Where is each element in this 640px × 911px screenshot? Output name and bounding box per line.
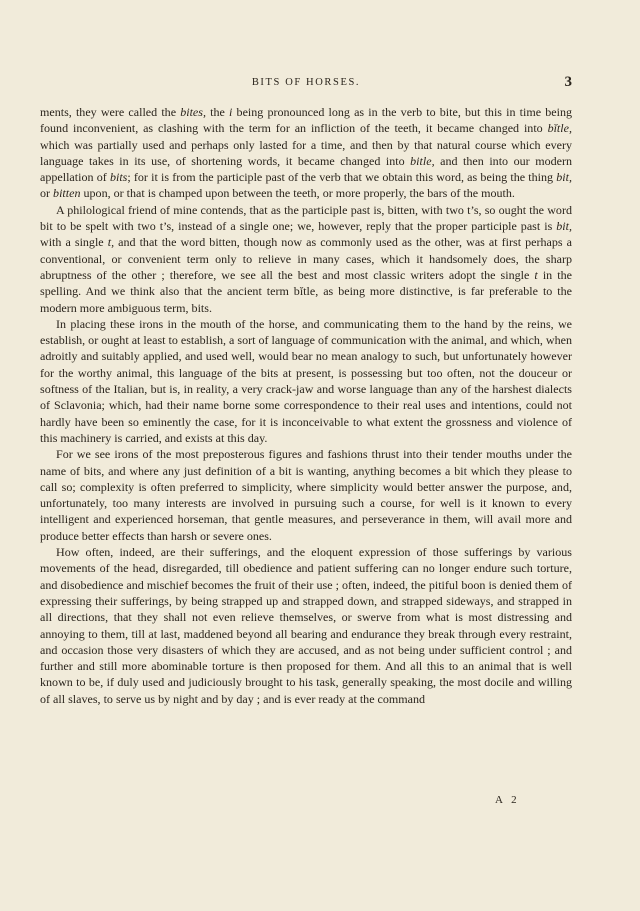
text-run: ; for it is from the participle past of the verb that we obtain this word, as being the thing xyxy=(127,170,557,185)
italic-run: bit, xyxy=(556,170,572,185)
text-run: which was partially used and perhaps only lasted for a time, and then by that natural course which every language takes in its use, of shortening words, it became changed into xyxy=(40,137,572,168)
signature-mark: A 2 xyxy=(495,794,520,806)
text-run: upon, or that is champed upon between the teeth, or more properly, the bars of the mouth. xyxy=(80,186,515,201)
paragraph-4 xyxy=(40,446,572,544)
italic-run: bit, xyxy=(556,219,572,234)
italic-run: t xyxy=(534,267,538,282)
italic-run: bitten xyxy=(53,186,81,201)
paragraph-2 xyxy=(40,202,572,316)
text-run: with a single xyxy=(40,235,108,250)
text-run: in the spelling. And we think also that the ancient term bĭtle, as being more distinctive, is far preferable to the modern more ambiguous term, bits. xyxy=(40,267,572,315)
text-run: For we see irons of the most preposterous figures and fashions thrust into their tender mouths under the name of bits, and where any just definition of a bit is wanting, anything becomes a bit which they please to call so; complexity is often preferred to simplicity, where simplicity would better answer the purpose, and, unfortunately, too many interests are involved in pursuing such a course, for well is it known to every intelligent and experienced horseman, that gentle measures, and perseverance in them, will avail more and produce better effects than harsh or severe ones. xyxy=(40,447,572,543)
italic-run: bites, xyxy=(180,105,206,119)
paragraph-5 xyxy=(40,544,572,707)
paragraph-3 xyxy=(40,316,572,446)
running-title: BITS OF HORSES. xyxy=(251,77,361,88)
text-run: How often, indeed, are their sufferings, and the eloquent expression of those sufferings by various movements of the head, disregarded, till obedience and patient suffering can no longer endure such torture, and disobedience and mischief becomes the fruit of their use ; often, indeed, the pitiful boon is denied them of expressing their sufferings, by being strapped up and strapped down, and strapped sideways, and strapped in all directions, that they shall not even relieve themselves, or swerve from what is most distressing and annoying to them, till at last, maddened beyond all bearing and endurance they break through every restraint, and occasion those very disasters of which they are accused, and as not being under sufficient control ; and further and still more abominable torture is then proposed for them. And all this to an animal that is well known to be, if duly used and judiciously brought to his task, generally speaking, the most docile and willing of all slaves, to serve us by night and by day ; and is ever ready at the command xyxy=(40,545,572,706)
italic-run: bĭtle, xyxy=(547,121,572,136)
italic-run: bits xyxy=(109,170,128,185)
page-number: 3 xyxy=(564,74,572,90)
text-run: In placing these irons in the mouth of the horse, and communicating them to the hand by the reins, we establish, or ought at least to establish, a sort of language of communication with the animal, and which, when adroitly and suitably applied, and used well, would bear no mean analogy to such, but unfortunately however for the worthy animal, this language of the bits at present, is possessing but too often, not the douceur or softness of the Italian, but is, in reality, a very crack-jaw and worse language than any of the harshest dialects of Sclavonia; which, had their name borne some correspondence to their real uses and intentions, could not hardly have been so eminently the case, for it is inconceivable to what extent the grossness and violence of this machinery is carried, and exists at this day. xyxy=(40,316,572,445)
text-run: ments, they were called the xyxy=(40,105,181,119)
text-run: and that the word bitten, though now as commonly used as the other, was at first perhaps a conventional, or convenient term only to relieve in many cases, which it handsomely does, the sharp abruptness of the other ; therefore, we see all the best and most classic writers adopt the single xyxy=(40,235,572,282)
text-run: being pronounced long as in the verb to bite, but this in time being found inconvenient, as clashing with the term for an infliction of the teeth, it became changed into xyxy=(40,105,573,136)
italic-run: i xyxy=(229,105,233,119)
paragraph-1 xyxy=(40,104,572,202)
body-text xyxy=(40,104,572,707)
text-run: and then into our modern appellation of xyxy=(40,153,572,185)
text-run: A philological friend of mine contends, that as the participle past is, bitten, with two t’s, so ought the word bit to be spelt with two t’s, instead of a single one; we, however, reply that the proper participle past is xyxy=(40,202,572,234)
page-header xyxy=(40,74,572,92)
text-run: the xyxy=(205,105,230,119)
text-run: or xyxy=(40,186,54,201)
italic-run: bitle, xyxy=(410,153,435,168)
italic-run: t, xyxy=(107,235,115,250)
